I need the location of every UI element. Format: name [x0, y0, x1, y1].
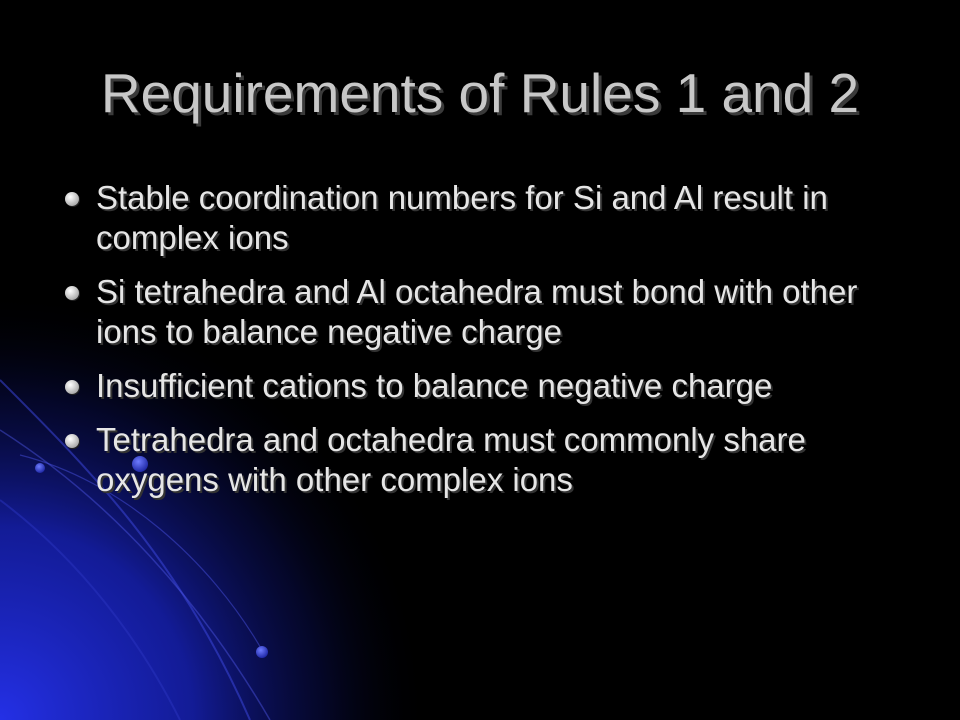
- bullet-list: [62, 178, 922, 514]
- bullet-item: [62, 366, 922, 406]
- bullet-dot-icon: [65, 192, 79, 206]
- decorative-orb: [256, 646, 268, 658]
- bullet-text: Stable coordination numbers for Si and Al result in complex ions: [96, 179, 828, 256]
- bullet-text: Insufficient cations to balance negative charge: [96, 367, 773, 404]
- decorative-orb: [35, 463, 45, 473]
- bullet-text: Tetrahedra and octahedra must commonly share oxygens with other complex ions: [96, 421, 806, 498]
- bullet-text: Si tetrahedra and Al octahedra must bond with other ions to balance negative charge: [96, 273, 858, 350]
- bullet-item: [62, 420, 922, 500]
- bullet-dot-icon: [65, 434, 79, 448]
- bullet-dot-icon: [65, 286, 79, 300]
- bullet-dot-icon: [65, 380, 79, 394]
- bullet-item: [62, 178, 922, 258]
- bullet-item: [62, 272, 922, 352]
- slide-title: Requirements of Rules 1 and 2: [100, 62, 860, 124]
